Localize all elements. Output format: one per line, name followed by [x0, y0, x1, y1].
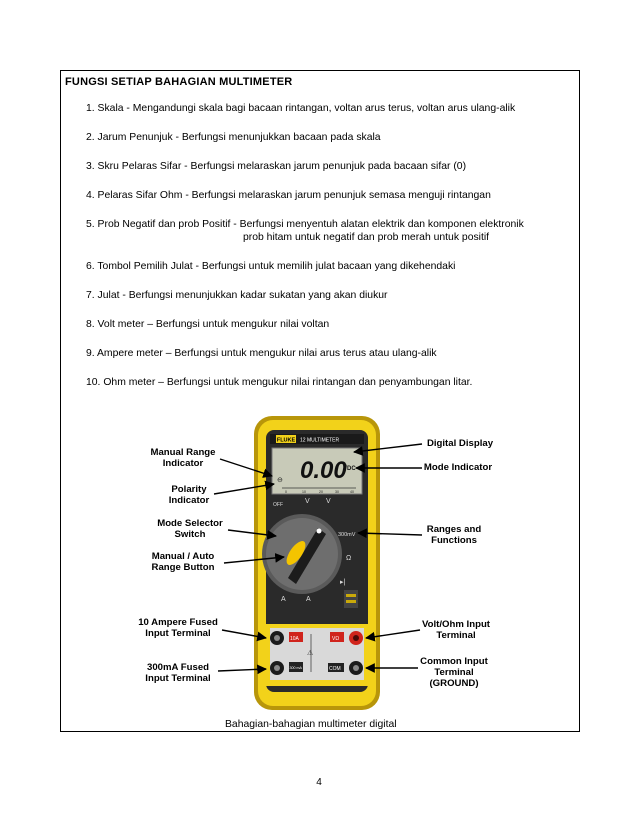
warning-icon: ⚠	[307, 650, 314, 657]
label-10a-terminal: 10 Ampere Fused	[138, 617, 218, 628]
list-item: 7. Julat - Berfungsi menunjukkan kadar sukatan yang akan diukur	[86, 290, 388, 301]
scale-tick: 30	[335, 490, 339, 494]
label-common-terminal: (GROUND)	[429, 678, 479, 689]
list-item: 6. Tombol Pemilih Julat - Berfungsi untuk memilih julat bacaan yang dikehendaki	[86, 261, 456, 272]
page-number: 4	[316, 777, 322, 788]
terminal-300ma-label: 300 mA	[289, 666, 302, 670]
list-item: 3. Skru Pelaras Sifar - Berfungsi melaraskan jarum penunjuk pada bacaan sifar (0)	[86, 161, 467, 172]
terminal-vohm-label: VΩ	[332, 636, 340, 642]
model-label: 12 MULTIMETER	[300, 437, 340, 444]
list-item: 5. Prob Negatif dan prob Positif - Berfungsi menyentuh alatan elektrik dan komponen elektronik	[86, 219, 524, 230]
label-common-terminal: Terminal	[434, 667, 474, 678]
brand-logo: FLUKE	[276, 437, 296, 444]
label-ranges: Functions	[431, 535, 477, 546]
scale-tick: 10	[302, 490, 306, 494]
label-10a-terminal: Input Terminal	[145, 628, 211, 639]
brand-strip	[270, 434, 364, 444]
label-manual-range: Indicator	[162, 458, 204, 469]
dial-ohm-label: Ω	[346, 555, 352, 562]
dial-a-label: A	[281, 596, 286, 603]
dial-off-label: OFF	[273, 502, 283, 508]
dial-a-label: A	[306, 596, 311, 603]
label-voltohm-terminal: Volt/Ohm Input	[421, 619, 491, 630]
display-value: 0.00	[300, 457, 347, 484]
section-heading: FUNGSI SETIAP BAHAGIAN MULTIMETER	[65, 76, 293, 88]
list-item: 9. Ampere meter – Berfungsi untuk mengukur nilai arus terus atau ulang-alik	[86, 348, 437, 359]
scale-tick: 0	[285, 490, 287, 494]
label-polarity: Indicator	[168, 495, 210, 506]
terminal-10a-label: 10A	[290, 636, 299, 642]
label-polarity: Polarity	[171, 484, 207, 495]
terminal-panel	[262, 624, 372, 686]
display-unit: VDC	[343, 466, 356, 472]
dial-v-label: V	[305, 498, 310, 505]
polarity-icon: ⊖	[277, 477, 283, 484]
label-manual-range: Manual Range	[150, 447, 216, 458]
list-item: 8. Volt meter – Berfungsi untuk mengukur nilai voltan	[86, 319, 330, 330]
label-common-terminal: Common Input	[420, 656, 488, 667]
figure-caption: Bahagian-bahagian multimeter digital	[225, 719, 397, 730]
lcd-display	[272, 448, 362, 494]
list-item-continuation: prob hitam untuk negatif dan prob merah untuk positif	[243, 232, 490, 243]
label-digital-display: Digital Display	[426, 438, 494, 449]
label-300ma-terminal: Input Terminal	[145, 673, 211, 684]
diode-icon: ▸|	[340, 579, 346, 586]
list-item: 10. Ohm meter – Berfungsi untuk mengukur nilai rintangan dan penyambungan litar.	[86, 377, 473, 388]
label-voltohm-terminal: Terminal	[436, 630, 476, 641]
list-item: 1. Skala - Mengandungi skala bagi bacaan rintangan, voltan arus terus, voltan arus ulang-alik	[86, 103, 516, 114]
label-mode-selector: Switch	[174, 529, 206, 540]
dial-v-label: V	[326, 498, 331, 505]
terminal-com-label: COM	[329, 666, 341, 672]
label-mode-selector: Mode Selector	[157, 518, 223, 529]
label-mode-indicator: Mode Indicator	[423, 462, 493, 473]
dial-mv-label: 300mV	[338, 532, 356, 538]
label-manual-auto: Manual / Auto	[151, 551, 215, 562]
scale-tick: 40	[350, 490, 354, 494]
label-manual-auto: Range Button	[151, 562, 215, 573]
scale-tick: 20	[319, 490, 323, 494]
label-300ma-terminal: 300mA Fused	[146, 662, 210, 673]
list-item: 2. Jarum Penunjuk - Berfungsi menunjukkan bacaan pada skala	[86, 132, 381, 143]
list-item: 4. Pelaras Sifar Ohm - Berfungsi melaraskan jarum penunjuk semasa menguji rintangan	[86, 190, 491, 201]
label-ranges: Ranges and	[426, 524, 482, 535]
